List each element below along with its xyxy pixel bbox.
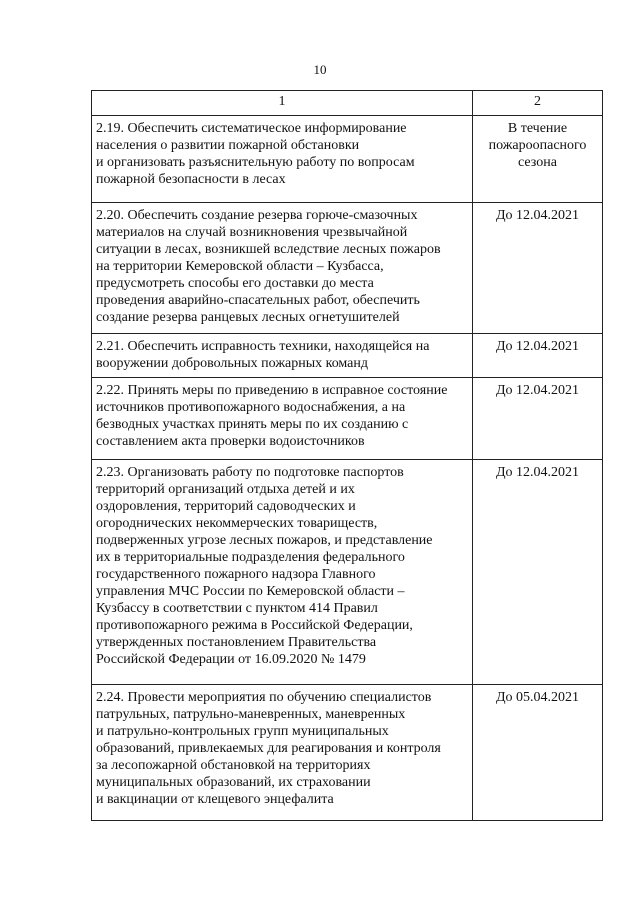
deadline-line: До 12.04.2021 xyxy=(495,383,580,398)
task-cell xyxy=(92,116,473,203)
task-line: территорий организаций отдыха детей и их xyxy=(96,482,355,497)
task-line: их в территориальные подразделения федерального xyxy=(96,550,405,565)
deadline-cell xyxy=(473,116,603,203)
task-line: утвержденных постановлением Правительства xyxy=(96,635,377,650)
deadline-line: До 12.04.2021 xyxy=(495,208,580,223)
task-line: и вакцинации от клещевого энцефалита xyxy=(96,792,334,807)
task-line: и патрульно-контрольных групп муниципальных xyxy=(96,724,389,739)
task-line: вооружении добровольных пожарных команд xyxy=(96,356,369,371)
task-line: материалов на случай возникновения чрезвычайной xyxy=(96,225,408,240)
task-line: огороднических некоммерческих товариществ, xyxy=(96,516,378,531)
deadline-cell xyxy=(473,378,603,460)
column-header-1: 1 xyxy=(92,91,473,116)
task-line: предусмотреть способы его доставки до места xyxy=(96,276,374,291)
deadline-cell xyxy=(473,460,603,685)
task-line: 2.23. Организовать работу по подготовке паспортов xyxy=(96,465,404,480)
task-cell xyxy=(92,203,473,334)
deadline-line: сезона xyxy=(518,155,557,170)
table-header-row xyxy=(92,91,603,116)
task-line: государственного пожарного надзора Главного xyxy=(96,567,376,582)
task-line: населения о развитии пожарной обстановки xyxy=(96,138,360,153)
task-cell xyxy=(92,378,473,460)
task-line: безводных участках принять меры по их созданию с xyxy=(96,417,409,432)
table-row xyxy=(92,116,603,203)
task-line: источников противопожарного водоснабжения, а на xyxy=(96,400,406,415)
table-body xyxy=(92,116,603,821)
task-line: муниципальных образований, их страховании xyxy=(96,775,371,790)
deadline-cell xyxy=(473,203,603,334)
deadline-line: В течение xyxy=(507,121,568,136)
task-line: составлением акта проверки водоисточников xyxy=(96,434,365,449)
task-line: 2.21. Обеспечить исправность техники, находящейся на xyxy=(96,339,430,354)
column-header-2: 2 xyxy=(473,91,603,116)
table-row xyxy=(92,203,603,334)
task-line: создание резерва ранцевых лесных огнетушителей xyxy=(96,310,400,325)
task-cell xyxy=(92,685,473,821)
task-line: 2.22. Принять меры по приведению в исправное состояние xyxy=(96,383,448,398)
activities-table xyxy=(91,90,603,821)
task-line: 2.24. Провести мероприятия по обучению специалистов xyxy=(96,690,432,705)
task-line: проведения аварийно-спасательных работ, обеспечить xyxy=(96,293,420,308)
task-line: на территории Кемеровской области – Кузбасса, xyxy=(96,259,384,274)
task-line: за лесопожарной обстановкой на территориях xyxy=(96,758,371,773)
task-cell xyxy=(92,460,473,685)
table-row xyxy=(92,685,603,821)
deadline-cell xyxy=(473,334,603,378)
task-line: 2.19. Обеспечить систематическое информирование xyxy=(96,121,407,136)
task-line: патрульных, патрульно-маневренных, маневренных xyxy=(96,707,406,722)
task-line: оздоровления, территорий садоводческих и xyxy=(96,499,356,514)
table-row xyxy=(92,334,603,378)
task-line: противопожарного режима в Российской Федерации, xyxy=(96,618,413,633)
deadline-line: До 05.04.2021 xyxy=(495,690,580,705)
task-line: подверженных угрозе лесных пожаров, и представление xyxy=(96,533,433,548)
page-number: 10 xyxy=(313,62,327,77)
task-line: Российской Федерации от 16.09.2020 № 1479 xyxy=(96,652,366,667)
task-line: Кузбассу в соответствии с пунктом 414 Правил xyxy=(96,601,378,616)
task-line: образований, привлекаемых для реагирования и контроля xyxy=(96,741,441,756)
deadline-line: пожароопасного xyxy=(488,138,587,153)
task-line: управления МЧС России по Кемеровской области – xyxy=(96,584,405,599)
table-row xyxy=(92,460,603,685)
task-line: и организовать разъяснительную работу по вопросам xyxy=(96,155,415,170)
task-line: 2.20. Обеспечить создание резерва горюче-смазочных xyxy=(96,208,418,223)
deadline-cell xyxy=(473,685,603,821)
deadline-line: До 12.04.2021 xyxy=(495,339,580,354)
task-cell xyxy=(92,334,473,378)
task-line: пожарной безопасности в лесах xyxy=(96,172,286,187)
deadline-line: До 12.04.2021 xyxy=(495,465,580,480)
task-line: ситуации в лесах, возникшей вследствие лесных пожаров xyxy=(96,242,441,257)
table-row xyxy=(92,378,603,460)
